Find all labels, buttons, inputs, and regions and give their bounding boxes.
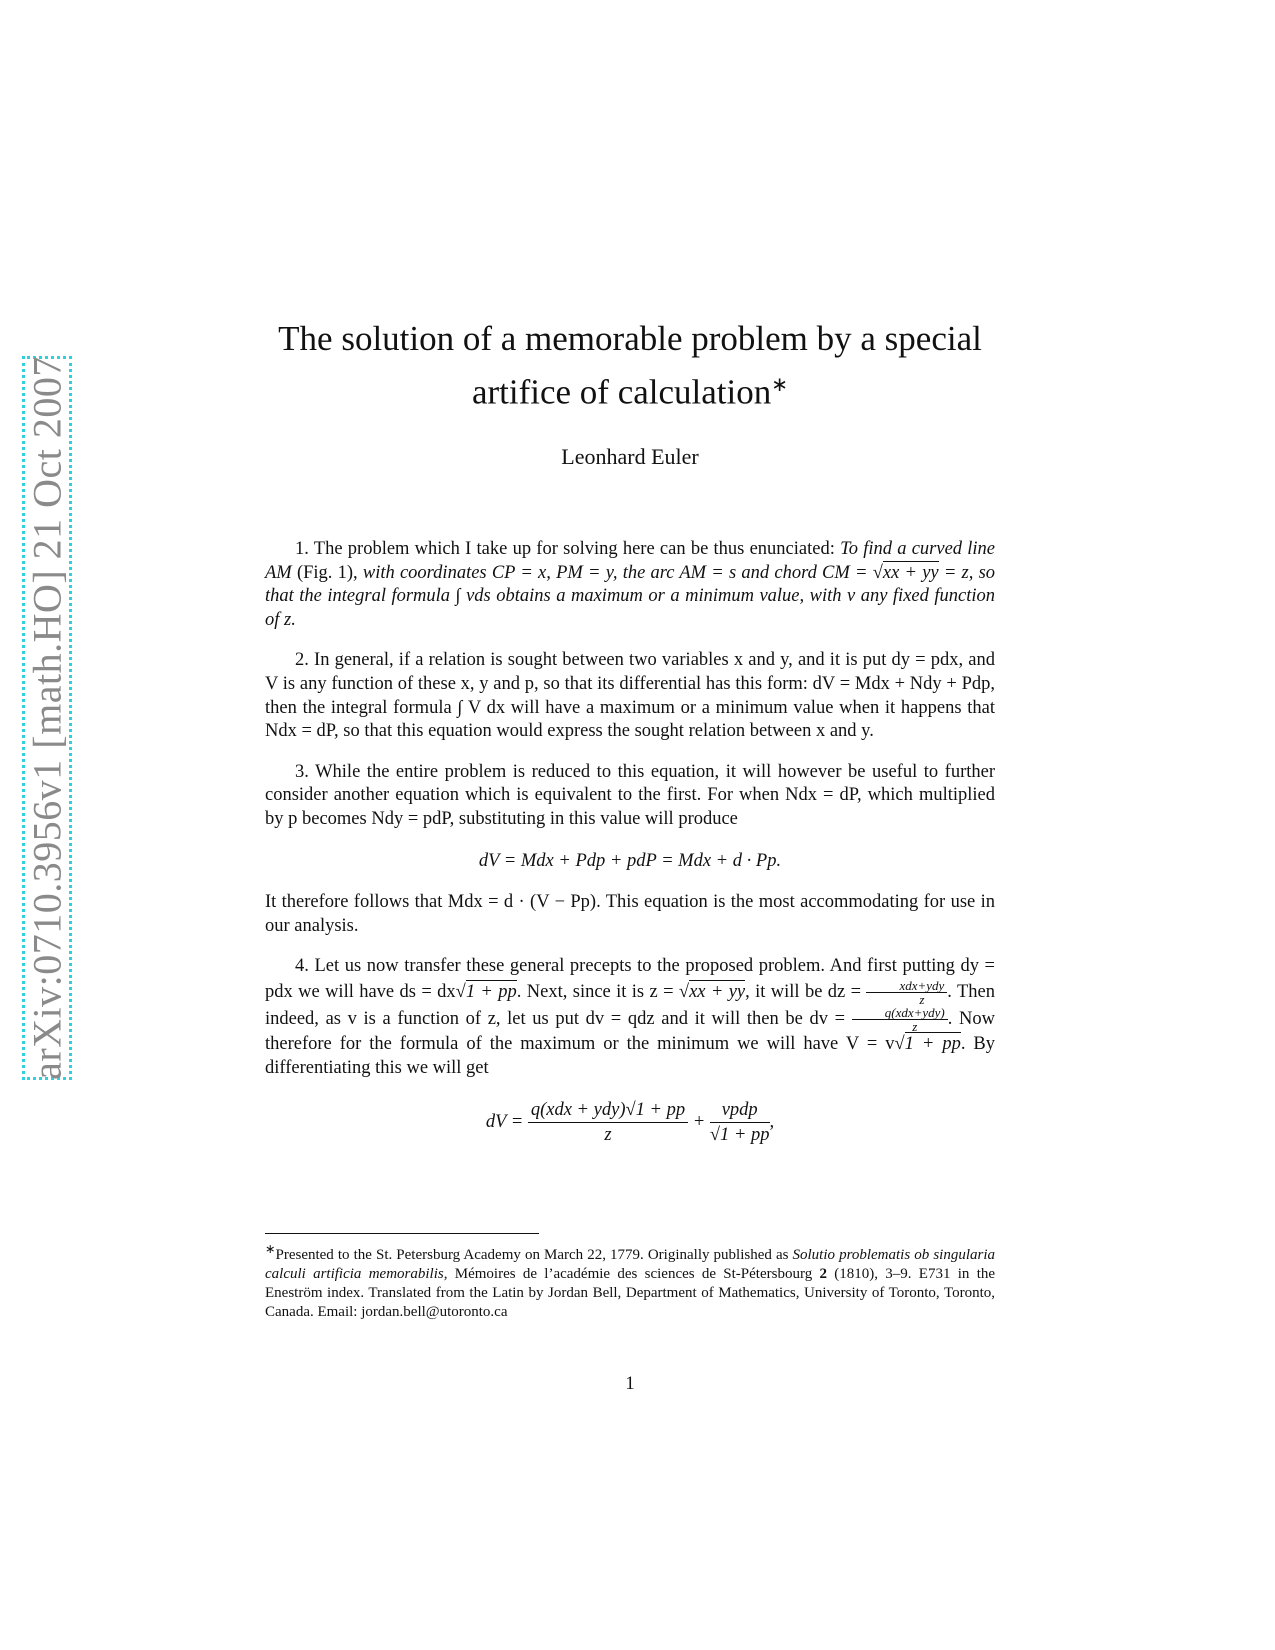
section-2-number: 2. [295,650,309,671]
title-footnote-mark: ∗ [771,374,789,396]
section-4-part-4: . Then indeed, as v is a function of z, let us put dv = qdz and it will then be dv = [265,981,995,1029]
equation-2-fraction-1-numerator: q(xdx + ydy)√1 + pp [528,1098,688,1123]
fraction-dv [852,1006,948,1033]
section-4-number: 4. [295,956,309,977]
equation-2-fraction-1-denominator: z [604,1125,612,1146]
figure-reference: (Fig. 1), [296,562,358,583]
section-4-part-6: . By differentiating this we will get [265,1033,996,1078]
section-1-italic-b: with coordinates CP = x, PM = y, the arc AM = s and chord CM = [362,562,868,583]
equation-2-fraction-2-numerator: vpdp [710,1098,770,1123]
paper-body [265,538,995,1165]
fraction-dz [866,979,947,1006]
section-1: 1. The problem which I take up for solving here can be thus enunciated: To find a curved line AM (Fig. 1), with coordinates CP = x, PM = y, the arc AM = s and chord CM = √xx + yy = z, so that the integral formula ∫ vds obtains a maximum or a minimum value, with v any fixed function of z. [265,539,996,630]
section-3-number: 3. [295,761,309,782]
section-4-sqrt-2: xx + yy [689,981,746,1002]
equation-2-lhs: dV = [485,1111,524,1132]
title-line-2-text: artifice of calculation [471,372,772,412]
section-3-conclusion: It therefore follows that Mdx = d · (V − Pp). This equation is the most accommodating for use in our analysis. [265,892,995,936]
title-line-2 [265,362,995,416]
section-1-lead: The problem which I take up for solving here can be thus enunciated: [313,539,835,559]
title-line-1: The solution of a memorable problem by a special [278,319,982,358]
fraction-dv-numerator: q(xdx+ydy) [852,1006,948,1020]
footnote-text-1: Presented to the St. Petersburg Academy on March 22, 1779. Originally published as [275,1247,789,1263]
paper-title [265,316,995,416]
fraction-dz-numerator: xdx+ydy [866,979,947,993]
section-1-number: 1. [295,539,309,559]
section-4-part-3: , it will be dz = [745,981,862,1002]
footnote-rule [265,1233,539,1234]
equation-1: dV = Mdx + Pdp + pdP = Mdx + d · Pp. [478,850,782,871]
author: Leonhard Euler [561,444,699,469]
footnote-latin-title: Solutio problematis ob singularia calculi artificia memorabilis, [265,1247,995,1282]
section-3 [265,761,995,832]
section-4: 4. Let us now transfer these general precepts to the proposed problem. And first putting dy = pdx we will have ds = dx√1 + pp. Next, since it is z = √xx + yy, it will be dz = $\frac{\text{xdx+ydy}}{z}$ . Then indeed, as v is a function of z, let us put dv = qdz and it will then be dv = $\frac{\text{q(xdx+ydy)}}{z}$ . Now therefore for the formula of the maximum or the minimum we will have V = v√1 + pp. By differentiating this we will get [265,956,996,1078]
footnote-text-3: (1810), 3–9. E731 in the Eneström index. Translated from the Latin by Jordan Bell, Department of Mathematics, University of Toronto, Toronto, Canada. Email: jordan.bell@utoronto.ca [265,1266,996,1320]
arxiv-stamp-text: arXiv:0710.3956v1 [math.HO] 21 Oct 2007 [24,356,70,1080]
arxiv-stamp [22,356,72,1080]
equation-2-fraction-2-denominator: √1 + pp [709,1125,770,1146]
equation-2-plus: + [692,1111,706,1132]
footnote-volume: 2 [819,1266,827,1282]
section-1-italic-c: = z, so that the integral formula ∫ vds obtains a maximum or a minimum value, with v any fixed function of z. [265,562,996,630]
equation-2-fraction-2 [710,1098,770,1147]
section-1-sqrt: xx + yy [882,562,939,583]
footnote-text-2: Mémoires de l’académie des sciences de St-Pétersbourg [454,1266,813,1282]
section-1-italic-a: To find a curved line AM [265,539,996,583]
section-4-part-5: . Now therefore for the formula of the maximum or the minimum we will have V = v [265,1008,995,1054]
fraction-dv-denominator: z [912,1018,918,1034]
section-2-text: In general, if a relation is sought between two variables x and y, and it is put dy = pdx, and V is any function of these x, y and p, so that its differential has this form: dV = Mdx + Ndy + Pdp, then the integral formula ∫ V dx will have a maximum or a minimum value when it happens that Ndx = dP, so that this equation would express the sought relation between x and y. [265,650,995,742]
section-4-sqrt-1: 1 + pp [465,981,517,1002]
section-2 [265,649,995,743]
fraction-dz-denominator: z [919,991,925,1007]
section-4-part-2: . Next, since it is z = [516,981,674,1002]
section-4-sqrt-3: 1 + pp [904,1033,961,1054]
equation-2-end: , [769,1111,775,1132]
equation-2 [265,1098,995,1147]
footnote-mark: ∗ [265,1242,276,1256]
footnote [265,1240,995,1322]
page-number: 1 [625,1374,635,1394]
section-3-text: While the entire problem is reduced to this equation, it will however be useful to further consider another equation which is equivalent to the first. For when Ndx = dP, which multiplied by p becomes Ndy = pdP, substituting in this value will produce [265,761,996,829]
equation-2-fraction-1 [528,1098,688,1147]
section-4-part-1: Let us now transfer these general precepts to the proposed problem. And first putting dy = pdx we will have ds = dx [265,956,995,1002]
